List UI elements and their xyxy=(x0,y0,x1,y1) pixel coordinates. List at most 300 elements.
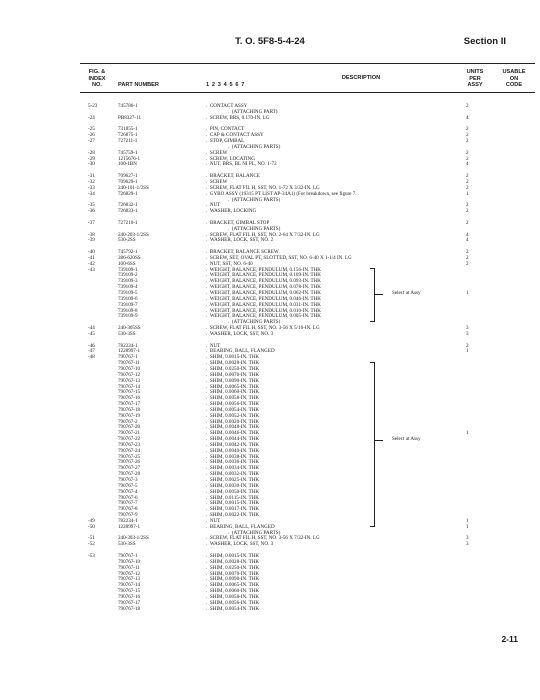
units-per-assy: 2 xyxy=(466,138,469,145)
description-text: SHIM, 0.0038-IN. THK xyxy=(209,453,260,460)
indent-dot: . xyxy=(206,219,210,226)
description-text: SCREW, SET, OVAL PT, SLOTTED, SST, NO. 6-40 X 1-1/4 IN. LG xyxy=(209,254,352,261)
indent-dot: . xyxy=(206,249,210,256)
part-number: 790767-27 xyxy=(118,465,141,472)
units-per-assy: 1 xyxy=(466,290,469,296)
select-bracket-tick xyxy=(375,440,383,441)
indent-dot: . xyxy=(228,143,232,150)
units-per-assy: 2 xyxy=(466,202,469,209)
part-number: 790767-1 xyxy=(118,354,138,361)
indent-dot: . xyxy=(228,108,232,115)
part-number: 790767-26 xyxy=(118,459,141,466)
index-number: -41 xyxy=(88,254,95,261)
part-number: 745792-1 xyxy=(118,249,138,256)
select-bracket xyxy=(370,362,375,527)
fig-index-header: FIG. & INDEX NO. xyxy=(88,69,106,89)
index-number: -31 xyxy=(88,173,95,180)
units-per-assy: 2 xyxy=(466,249,469,256)
description-text: SHIM, 0.0054-IN. THK xyxy=(209,605,260,612)
units-per-assy: 4 xyxy=(466,237,469,244)
units-per-assy: 2 xyxy=(466,178,469,185)
indent-dot: . xyxy=(206,231,210,238)
description-text: BEARING, BALL, FLANGED xyxy=(209,348,275,355)
part-number: 790767-28 xyxy=(118,471,141,478)
units-per-assy: 2 xyxy=(466,149,469,156)
part-number: 739109-5 xyxy=(118,290,138,296)
indent-dot: . xyxy=(206,161,210,168)
part-number: 790767-13 xyxy=(118,576,141,583)
description-text: SHIM, 0.0090-IN. THK xyxy=(209,377,260,384)
units-per-assy: 2 xyxy=(466,173,469,180)
description-text: NUT, SST, NO. 6-40 xyxy=(209,260,253,267)
description-text: WEIGHT, BALANCE, PENDULUM, 0.010-IN. THK xyxy=(209,307,321,314)
part-number: 790767-24 xyxy=(118,447,141,454)
part-number: 386-620SS xyxy=(118,254,141,261)
description-text: BEARING, BALL, FLANGED xyxy=(209,523,275,530)
table-row xyxy=(0,607,540,613)
select-at-assy-note: Select at Assy xyxy=(392,290,421,297)
indent-dot: . xyxy=(206,138,210,145)
units-per-assy: 2 xyxy=(466,155,469,162)
description-text: NUT xyxy=(209,202,221,209)
units-per-assy: 2 xyxy=(466,342,469,349)
description-text: (ATTACHING PARTS) xyxy=(231,225,281,232)
part-number: 790767-7 xyxy=(118,500,138,507)
description-text: SHIM, 0.0115-IN. THK xyxy=(209,494,259,501)
indent-dot: . xyxy=(206,149,210,156)
part-number: 745786-1 xyxy=(118,103,138,109)
indent-dot: . xyxy=(228,196,232,203)
select-at-assy-note: Select at Assy xyxy=(392,436,421,443)
description-text: WASHER, LOCK, SST, NO. 2 xyxy=(209,237,274,244)
description-text: SHIM, 0.0040-IN. THK xyxy=(209,447,260,454)
description-text: NUT xyxy=(209,342,221,349)
index-number: -49 xyxy=(88,517,95,524)
part-number: 790767-18 xyxy=(118,605,141,612)
units-per-assy: 3 xyxy=(466,541,469,548)
part-number: 790767-3 xyxy=(118,477,138,483)
indent-dot: . xyxy=(206,365,210,372)
units-per-assy: 1 xyxy=(466,190,469,197)
description-text: SHIM, 0.0017-IN. THK xyxy=(209,506,260,513)
description-text: SHIM, 0.0030-IN. THK xyxy=(209,482,260,489)
part-number: 790767-21 xyxy=(118,430,141,437)
part-number: 790767-20 xyxy=(118,424,141,431)
indent-dot: . xyxy=(206,330,210,337)
description-text: SHIM, 0.0034-IN. THK xyxy=(209,465,260,472)
part-number: 739109-9 xyxy=(118,313,138,320)
indent-dot: . xyxy=(206,254,210,261)
indent-dot: . xyxy=(206,582,210,589)
part-number: 790767-17 xyxy=(118,599,141,606)
part-number: 726833-1 xyxy=(118,208,138,215)
indent-dot: . xyxy=(206,377,210,384)
description-text: SHIM, 0.0050-IN. THK xyxy=(209,488,260,495)
indent-dot: . xyxy=(206,155,210,162)
indent-dot: . xyxy=(206,103,210,109)
indent-dot: . xyxy=(228,319,232,326)
index-number: -53 xyxy=(88,552,95,559)
index-number: -33 xyxy=(88,184,95,191)
description-text: BRACKET, GIMBAL STOP xyxy=(209,219,270,226)
description-text: WEIGHT, BALANCE, PENDULUM, 0.093-IN. THK xyxy=(209,278,321,285)
indent-dot: . xyxy=(206,477,210,483)
description-text: SCREW xyxy=(209,149,228,156)
index-number: -51 xyxy=(88,535,95,542)
description-text: SHIM, 0.0090-IN. THK xyxy=(209,576,260,583)
units-per-assy: 4 xyxy=(466,161,469,168)
description-text: CONTACT ASSY xyxy=(209,103,248,109)
indent-dot: . xyxy=(206,190,210,197)
description xyxy=(206,607,259,613)
indent-dot: . xyxy=(206,418,210,425)
description-text: SHIM, 0.0070-IN. THK xyxy=(209,570,260,577)
description-header: DESCRIPTION xyxy=(341,75,381,81)
indent-dot: . xyxy=(206,412,210,419)
header-rule-top xyxy=(80,63,535,64)
part-number: 790767-17 xyxy=(118,401,141,408)
units-per-assy: 4 xyxy=(466,114,469,121)
indent-dot: . xyxy=(206,295,210,302)
indent-dot: . xyxy=(206,383,210,390)
index-number: -25 xyxy=(88,126,95,133)
indent-levels-header: 1 2 3 4 5 6 7 xyxy=(206,82,245,88)
description-text: NUT, BRS, BL NI PL, NO. 1-72 xyxy=(209,161,277,168)
part-number: 790767-19 xyxy=(118,412,141,419)
part-number: 731855-1 xyxy=(118,126,138,133)
indent-dot: . xyxy=(206,570,210,577)
indent-dot: . xyxy=(228,225,232,232)
description-text: SHIM, 0.0015-IN. THK xyxy=(209,552,260,559)
indent-dot: . xyxy=(206,406,210,413)
part-number: 790767-13 xyxy=(118,377,141,384)
index-number: -24 xyxy=(88,114,95,121)
units-per-assy: 2 xyxy=(466,254,469,261)
index-number: -46 xyxy=(88,342,95,349)
part-number: 790767-1 xyxy=(118,552,138,559)
part-number: 1228997-1 xyxy=(118,523,141,530)
description-text: BRACKET, BALANCE SCREW xyxy=(209,249,279,256)
units-per-assy: 4 xyxy=(466,231,469,238)
indent-dot: . xyxy=(206,342,210,349)
description-text: SHIM, 0.0025-IN. THK xyxy=(209,477,260,483)
index-number: -26 xyxy=(88,132,95,139)
part-number: 790767-12 xyxy=(118,570,141,577)
units-per-assy: 3 xyxy=(466,330,469,337)
description-text: SHIM, 0.0020-IN. THK xyxy=(209,418,260,425)
part-number: 790767-4 xyxy=(118,488,138,495)
part-number: 790767-18 xyxy=(118,406,141,413)
part-number: 790767-9 xyxy=(118,512,138,519)
indent-dot: . xyxy=(206,313,210,320)
description-text: SHIM, 0.0250-IN. THK xyxy=(209,564,260,571)
units-per-assy: 1 xyxy=(466,348,469,355)
index-number: -34 xyxy=(88,190,95,197)
indent-dot: . xyxy=(228,529,232,536)
part-number: 790767-15 xyxy=(118,588,141,595)
part-number: 790767-22 xyxy=(118,436,141,443)
units-per-assy: 2 xyxy=(466,260,469,267)
part-number: 1228997-1 xyxy=(118,348,141,355)
description-text: SHIM, 0.0058-IN. THK xyxy=(209,395,260,402)
description-text: WEIGHT, BALANCE, PENDULUM, 0.031-IN. THK xyxy=(209,301,321,308)
units-per-assy: 2 xyxy=(466,132,469,139)
indent-dot: . xyxy=(206,523,210,530)
description-text: SCREW, FLAT FIL H, SST, NO. 2-64 X 7/32-IN. LG xyxy=(209,231,320,238)
description-text: SHIM, 0.0052-IN. THK xyxy=(209,412,260,419)
part-number: 727211-1 xyxy=(118,138,138,145)
description-text: SHIM, 0.0028-IN. THK xyxy=(209,558,260,565)
part-number: 100-6SS xyxy=(118,260,136,267)
part-number: 530-3SS xyxy=(118,541,136,548)
description-text: WASHER, LOCK, SST, NO. 3 xyxy=(209,541,274,548)
indent-dot: . xyxy=(206,284,210,291)
part-number: 727210-1 xyxy=(118,219,138,226)
part-number: PB8327-11 xyxy=(118,114,142,121)
units-per-assy: 2 xyxy=(466,103,469,109)
part-number: 790767-11 xyxy=(118,360,140,367)
units-per-assy: 1 xyxy=(466,517,469,524)
part-number: 739109-2 xyxy=(118,272,138,279)
description-text: SHIM, 0.0054-IN. THK xyxy=(209,406,260,413)
units-per-assy: 2 xyxy=(466,126,469,133)
part-number: 782234-1 xyxy=(118,342,138,349)
part-number: 726832-1 xyxy=(118,202,138,209)
description-text: SHIM, 0.0022-IN. THK xyxy=(209,512,260,519)
index-number: -43 xyxy=(88,266,95,273)
description-text: SCREW, FLAT FIL H, SST, NO. 1-72 X 3/32-IN. LG xyxy=(209,184,320,191)
indent-dot: . xyxy=(206,184,210,191)
indent-dot: . xyxy=(206,266,210,273)
indent-dot: . xyxy=(206,588,210,595)
description-text: SHIM, 0.0056-IN. THK xyxy=(209,599,260,606)
description-text: SHIM, 0.0070-IN. THK xyxy=(209,371,260,378)
index-number: -27 xyxy=(88,138,95,145)
index-number: -44 xyxy=(88,325,95,332)
description-text: SHIM, 0.0044-IN. THK xyxy=(209,436,260,443)
description-text: (ATTACHING PART) xyxy=(231,108,278,115)
indent-dot: . xyxy=(206,459,210,466)
indent-dot: . xyxy=(206,132,210,139)
units-per-assy: 1 xyxy=(466,523,469,530)
part-number: 790767-23 xyxy=(118,441,141,448)
units-per-assy: 2 xyxy=(466,208,469,215)
part-number: 739109-7 xyxy=(118,301,138,308)
part-number: 709629-1 xyxy=(118,178,138,185)
index-number: -45 xyxy=(88,330,95,337)
part-number: 240-101-1/2SS xyxy=(118,184,149,191)
description-text: SHIM, 0.0028-IN. THK xyxy=(209,360,260,367)
description-text: WEIGHT, BALANCE, PENDULUM, 0.062-IN. THK xyxy=(209,290,321,296)
index-number: -40 xyxy=(88,249,95,256)
indent-dot: . xyxy=(206,605,210,612)
indent-dot: . xyxy=(206,307,210,314)
part-number: 790767-6 xyxy=(118,494,138,501)
description-text: SHIM, 0.0060-IN. THK xyxy=(209,588,260,595)
description-text: WEIGHT, BALANCE, PENDULUM, 0.156-IN. THK xyxy=(209,266,321,273)
index-number: -48 xyxy=(88,354,95,361)
index-number: 5-23 xyxy=(88,103,98,109)
indent-dot: . xyxy=(206,541,210,548)
part-number: 240-203-1/2SS xyxy=(118,231,149,238)
description-text: SHIM, 0.0048-IN. THK xyxy=(209,424,260,431)
description-text: GYRO ASSY (19315 PT LIST AP-34A1) (For breakdown, see figure 7. xyxy=(209,190,357,197)
units-per-assy: 1 xyxy=(466,430,469,437)
description-text: WASHER, LOCK, SST, NO. 3 xyxy=(209,330,274,337)
description-text: SCREW xyxy=(209,178,228,185)
description-text: BRACKET, BALANCE xyxy=(209,173,260,180)
indent-dot: . xyxy=(206,290,210,296)
index-number: -36 xyxy=(88,208,95,215)
indent-dot: . xyxy=(206,301,210,308)
indent-dot: . xyxy=(206,517,210,524)
indent-dot: . xyxy=(206,348,210,355)
description-text: SHIM, 0.0060-IN. THK xyxy=(209,389,260,396)
usable-on-code-header: USABLE ON CODE xyxy=(502,69,526,89)
part-number: 790767-5 xyxy=(118,482,138,489)
description-text: SHIM, 0.0015-IN. THK xyxy=(209,354,260,361)
indent-dot: . xyxy=(206,278,210,285)
description-text: SCREW, LOCATING xyxy=(209,155,255,162)
description-text: WASHER, LOCKING xyxy=(209,208,257,215)
part-number: 739109-4 xyxy=(118,284,138,291)
description-text: SHIM, 0.0032-IN. THK xyxy=(209,471,260,478)
part-number: 240-305SS xyxy=(118,325,141,332)
indent-dot: . xyxy=(206,482,210,489)
parts-table xyxy=(0,104,540,612)
indent-dot: . xyxy=(206,441,210,448)
index-number: -52 xyxy=(88,541,95,548)
part-number: 790767-14 xyxy=(118,383,141,390)
section-label: Section II xyxy=(463,36,506,47)
header-rule-bottom xyxy=(80,92,535,93)
indent-dot: . xyxy=(206,325,210,332)
description-text: SHIM, 0.0065-IN. THK xyxy=(209,582,260,589)
description-text: (ATTACHING PARTS) xyxy=(231,196,281,203)
part-number: 790767-16 xyxy=(118,593,141,600)
indent-dot: . xyxy=(206,126,210,133)
description-text: SHIM, 0.0015-IN. THK xyxy=(209,500,260,507)
part-number: 726829-1 xyxy=(118,190,138,197)
description-text: WEIGHT, BALANCE, PENDULUM, 0.046-IN. THK xyxy=(209,295,321,302)
index-number: -47 xyxy=(88,348,95,355)
description-text: (ATTACHING PARTS) xyxy=(231,143,281,150)
indent-dot: . xyxy=(206,424,210,431)
part-number: 790767-10 xyxy=(118,365,141,372)
indent-dot: . xyxy=(206,593,210,600)
indent-dot: . xyxy=(206,564,210,571)
indent-dot: . xyxy=(206,535,210,542)
select-bracket-tick xyxy=(375,294,383,295)
description-text: (ATTACHING PARTS) xyxy=(231,319,281,326)
indent-dot: . xyxy=(206,237,210,244)
part-number: 739109-1 xyxy=(118,266,138,273)
indent-dot: . xyxy=(206,401,210,408)
part-number: 100-1BN xyxy=(118,161,137,168)
document-number: T. O. 5F8-5-4-24 xyxy=(235,36,305,47)
part-number-header: PART NUMBER xyxy=(118,82,159,88)
index-number: -50 xyxy=(88,523,95,530)
indent-dot: . xyxy=(206,512,210,519)
description-text: WEIGHT, BALANCE, PENDULUM, 0.109-IN. THK xyxy=(209,272,321,279)
units-per-assy: 3 xyxy=(466,325,469,332)
part-number: 530-2SS xyxy=(118,237,136,244)
description-text: NUT xyxy=(209,517,221,524)
part-number: 790767-16 xyxy=(118,395,141,402)
indent-dot: . xyxy=(206,202,210,209)
page-number: 2-11 xyxy=(501,634,518,644)
description-text: WEIGHT, BALANCE, PENDULUM, 0.078-IN. THK xyxy=(209,284,321,291)
part-number: 739109-3 xyxy=(118,278,138,285)
indent-dot: . xyxy=(206,371,210,378)
indent-dot: . xyxy=(206,506,210,513)
indent-dot: . xyxy=(206,208,210,215)
description-text: SHIM, 0.0250-IN. THK xyxy=(209,365,260,372)
part-number: 1215676-1 xyxy=(118,155,141,162)
indent-dot: . xyxy=(206,471,210,478)
indent-dot: . xyxy=(206,488,210,495)
description-text: SHIM, 0.0046-IN. THK xyxy=(209,430,260,437)
indent-dot: . xyxy=(206,389,210,396)
description-text: SHIM, 0.0058-IN. THK xyxy=(209,593,260,600)
part-number: 790767-8 xyxy=(118,506,138,513)
indent-dot: . xyxy=(206,465,210,472)
indent-dot: . xyxy=(206,552,210,559)
part-number: 790767-15 xyxy=(118,389,141,396)
description-text: (ATTACHING PARTS) xyxy=(231,529,281,536)
indent-dot: . xyxy=(206,453,210,460)
indent-dot: . xyxy=(206,430,210,437)
part-number: 709627-1 xyxy=(118,173,138,180)
part-number: 782234-1 xyxy=(118,517,138,524)
indent-dot: . xyxy=(206,447,210,454)
index-number: -29 xyxy=(88,155,95,162)
indent-dot: . xyxy=(206,436,210,443)
part-number: 790767-2 xyxy=(118,418,138,425)
description-text: SHIM, 0.0056-IN. THK xyxy=(209,401,260,408)
indent-dot: . xyxy=(206,114,210,121)
part-number: 240-303-1/2SS xyxy=(118,535,149,542)
indent-dot: . xyxy=(206,395,210,402)
description-text: SHIM, 0.0036-IN. THK xyxy=(209,459,260,466)
index-number: -28 xyxy=(88,149,95,156)
indent-dot: . xyxy=(206,494,210,501)
index-number: -30 xyxy=(88,161,95,168)
part-number: 790767-11 xyxy=(118,564,140,571)
description-text: SCREW, FLAT FIL H, SST, NO. 3-56 X 5/16-IN. LG xyxy=(209,325,320,332)
part-number: 790767-12 xyxy=(118,371,141,378)
units-header: UNITS PER ASSY xyxy=(466,69,484,89)
index-number: -38 xyxy=(88,231,95,238)
part-number: 530-3SS xyxy=(118,330,136,337)
indent-dot: . xyxy=(206,260,210,267)
index-number: -35 xyxy=(88,202,95,209)
description-text: SHIM, 0.0065-IN. THK xyxy=(209,383,260,390)
units-per-assy: 2 xyxy=(466,184,469,191)
description-text: CAP & CONTACT ASSY xyxy=(209,132,264,139)
description-text: SHIM, 0.0042-IN. THK xyxy=(209,441,260,448)
part-number: 790767-25 xyxy=(118,453,141,460)
index-number: -32 xyxy=(88,178,95,185)
indent-dot: . xyxy=(206,599,210,606)
description-text: SCREW, BRS, 0.170-IN. LG xyxy=(209,114,270,121)
part-number: 726875-1 xyxy=(118,132,138,139)
description-text: PIN, CONTACT xyxy=(209,126,245,133)
part-number: 790767-10 xyxy=(118,558,141,565)
indent-dot: . xyxy=(206,500,210,507)
units-per-assy: 2 xyxy=(466,219,469,226)
indent-dot: . xyxy=(206,360,210,367)
